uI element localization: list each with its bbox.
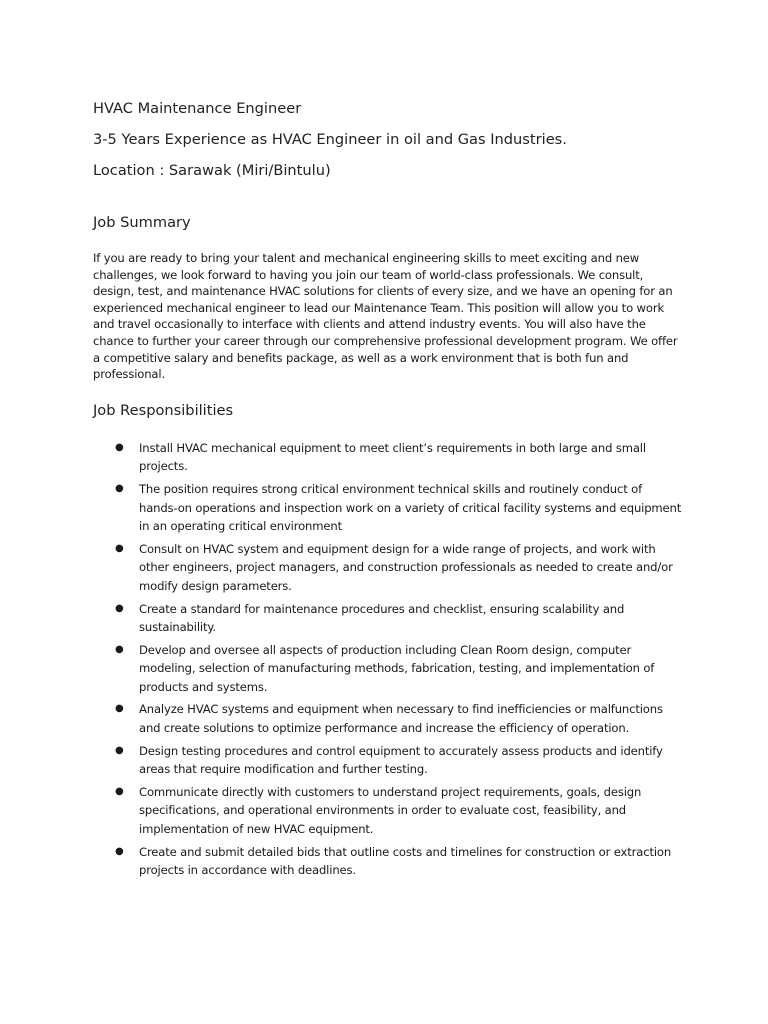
job-location: Location : Sarawak (Miri/Bintulu)	[93, 162, 331, 179]
list-item-text: The position requires strong critical environment technical skills and routinely conduct of hands-on operations and inspection work on a variety of critical facility systems and equipment in an operating critical environment	[139, 481, 682, 534]
list-item	[93, 540, 683, 596]
bullet-icon: ●	[115, 785, 124, 797]
bullet-icon: ●	[115, 441, 124, 453]
bullet-icon: ●	[115, 643, 124, 655]
list-item-text: Create and submit detailed bids that outline costs and timelines for construction or extraction projects in accordance with deadlines.	[139, 844, 672, 878]
list-item	[93, 843, 683, 880]
list-item-text: Design testing procedures and control equipment to accurately assess products and identify areas that require modification and further testing.	[139, 743, 663, 777]
experience-requirement: 3-5 Years Experience as HVAC Engineer in oil and Gas Industries.	[93, 131, 567, 148]
list-item-text: Develop and oversee all aspects of production including Clean Room design, computer modeling, selection of manufacturing methods, fabrication, testing, and implementation of products and systems.	[139, 642, 655, 694]
bullet-icon: ●	[115, 542, 124, 554]
responsibilities-list	[93, 439, 683, 880]
list-item-text: Install HVAC mechanical equipment to meet client’s requirements in both large and small projects.	[139, 440, 646, 474]
list-item	[93, 783, 683, 839]
list-item	[93, 742, 683, 779]
job-summary-text: If you are ready to bring your talent and mechanical engineering skills to meet exciting and new challenges, we look forward to having you join our team of world-class professionals. We consult, design, test, and maintenance HVAC solutions for clients of every size, and we have an opening for an experienced mechanical engineer to lead our Maintenance Team. This position will allow you to work and travel occasionally to interface with clients and attend industry events. You will also have the chance to further your career through our comprehensive professional development program. We offer a competitive salary and benefits package, as well as a work environment that is both fun and professional.	[93, 251, 678, 382]
job-summary-heading: Job Summary	[93, 214, 191, 231]
list-item-text: Analyze HVAC systems and equipment when necessary to find inefficiencies or malfunctions and create solutions to optimize performance and increase the efficiency of operation.	[139, 702, 663, 736]
list-item	[93, 480, 683, 536]
job-responsibilities-heading: Job Responsibilities	[93, 401, 234, 419]
bullet-icon: ●	[115, 602, 124, 614]
bullet-icon: ●	[115, 703, 124, 715]
bullet-icon: ●	[115, 482, 124, 494]
list-item	[93, 700, 683, 737]
list-item	[93, 641, 683, 697]
list-item-text: Consult on HVAC system and equipment design for a wide range of projects, and work with other engineers, project managers, and construction professionals as needed to create and/or modify design parameters.	[139, 541, 673, 593]
list-item-text: Create a standard for maintenance procedures and checklist, ensuring scalability and sustainability.	[139, 601, 625, 635]
list-item	[93, 439, 683, 476]
document-content	[93, 98, 683, 884]
list-item	[93, 600, 683, 637]
bullet-icon: ●	[115, 744, 124, 756]
list-item-text: Communicate directly with customers to understand project requirements, goals, design specifications, and operational environments in order to evaluate cost, feasibility, and implementation of new HVAC equipment.	[139, 784, 642, 837]
bullet-icon: ●	[115, 845, 124, 857]
job-title: HVAC Maintenance Engineer	[93, 100, 302, 117]
